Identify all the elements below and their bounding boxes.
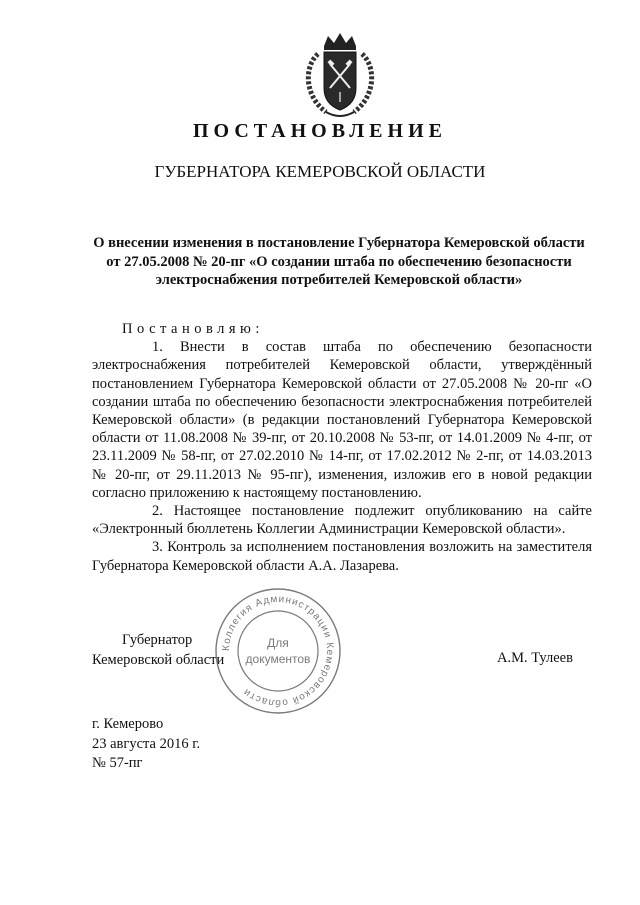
document-heading: О внесении изменения в постановление Губернатора Кемеровской области от 27.05.2008 № 20-пг «О создании штаба по обеспечению безопасности электроснабжения потребителей Кемеровской области»: [93, 235, 585, 288]
footer-city: г. Кемерово: [92, 716, 164, 732]
paragraph-number: 2.: [152, 503, 163, 520]
document-body: [92, 320, 592, 575]
paragraph-text: Настоящее постановление подлежит опубликованию на сайте «Электронный бюллетень Коллегии Администрации Кемеровской области».: [92, 503, 592, 538]
signatory-title-line2: Кемеровской области: [92, 652, 225, 668]
signatory-title-line1: Губернатор: [122, 632, 193, 648]
stamp-ring-text: Коллегия Администрации Кемеровской области: [220, 593, 336, 709]
stamp-outer-ring: [216, 589, 340, 713]
stamp-center-line2: документов: [245, 652, 311, 666]
paragraph-1: [92, 338, 592, 502]
paragraph-2: [92, 502, 592, 538]
footer-date: 23 августа 2016 г.: [92, 735, 201, 752]
stamp-inner-ring: [238, 611, 318, 691]
stamp-center-line1: Для: [267, 636, 289, 650]
decree-word: Постановляю:: [122, 321, 264, 337]
document-footer: [92, 715, 200, 774]
document-title: ПОСТАНОВЛЕНИЕ: [193, 120, 447, 142]
paragraph-number: 1.: [152, 339, 163, 356]
document-subtitle: ГУБЕРНАТОРА КЕМЕРОВСКОЙ ОБЛАСТИ: [154, 162, 486, 181]
signatory-name: А.М. Тулеев: [497, 650, 573, 666]
paragraph-3: [92, 538, 592, 574]
paragraph-text: Контроль за исполнением постановления возложить на заместителя Губернатора Кемеровской области А.А. Лазарева.: [92, 539, 592, 574]
kemerovo-coat-of-arms-icon: [296, 30, 384, 122]
footer-number: № 57-пг: [92, 755, 143, 771]
signatory-title: [92, 630, 224, 670]
paragraph-number: 3.: [152, 539, 163, 556]
official-stamp: [212, 585, 344, 717]
paragraph-text: Внести в состав штаба по обеспечению безопасности электроснабжения потребителей Кемеровской области, утверждённый постановлением Губернатора Кемеровской области от 27.05.2008 № 20-пг «О создании штаба по обеспечению безопасности электроснабжения потребителей Кемеровской области» (в редакции постановлений Губернатора Кемеровской области от 11.08.2008 № 39-пг, от 20.10.2008 № 53-пг, от 14.01.2009 № 4-пг, от 23.11.2009 № 58-пг, от 27.02.2010 № 14-пг, от 17.02.2012 № 2-пг, от 14.03.2013 № 20-пг, от 29.11.2013 № 95-пг), изменения, изложив его в новой редакции согласно приложению к настоящему постановлению.: [92, 339, 593, 501]
